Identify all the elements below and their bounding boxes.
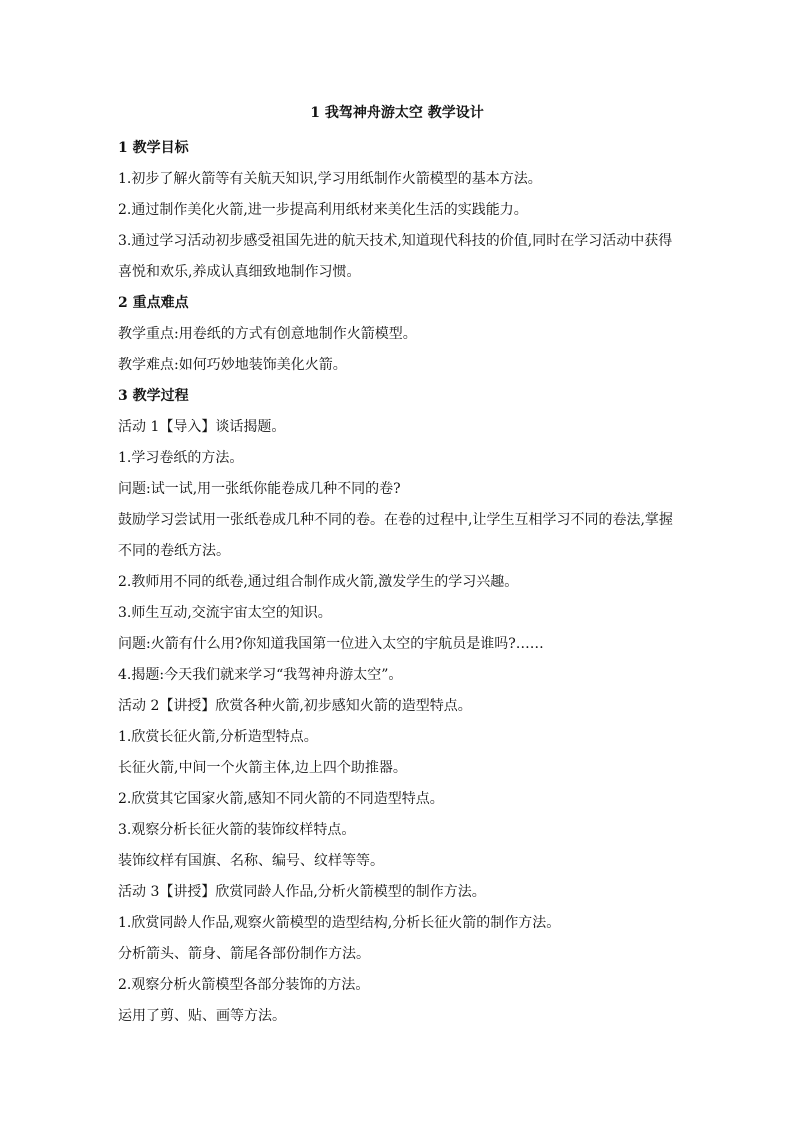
paragraph-line: 2.教师用不同的纸卷,通过组合制作成火箭,激发学生的学习兴趣。 [118,574,519,590]
paragraph-line: 不同的卷纸方法。 [118,543,230,559]
paragraph-line: 2.欣赏其它国家火箭,感知不同火箭的不同造型特点。 [118,791,444,807]
paragraph-line: 2.观察分析火箭模型各部分装饰的方法。 [118,977,370,993]
paragraph-line: 活动 3【讲授】欣赏同龄人作品,分析火箭模型的制作方法。 [118,884,486,900]
paragraph-line: 活动 1【导入】谈话揭题。 [118,419,286,435]
paragraph-line: 1.欣赏同龄人作品,观察火箭模型的造型结构,分析长征火箭的制作方法。 [118,915,561,931]
paragraph-line: 长征火箭,中间一个火箭主体,边上四个助推器。 [118,760,407,776]
paragraph-line: 2.通过制作美化火箭,进一步提高利用纸材来美化生活的实践能力。 [118,202,528,218]
document-body [118,133,678,1032]
paragraph-line: 喜悦和欢乐,养成认真细致地制作习惯。 [118,264,361,280]
paragraph-line: 分析箭头、箭身、箭尾各部份制作方法。 [118,946,370,962]
section-heading: 1 教学目标 [118,140,189,156]
paragraph-line: 教学难点:如何巧妙地装饰美化火箭。 [118,357,347,373]
paragraph-line: 3.观察分析长征火箭的装饰纹样特点。 [118,822,356,838]
paragraph-line: 问题:火箭有什么用?你知道我国第一位进入太空的宇航员是谁吗?…… [118,636,544,652]
paragraph-line: 3.通过学习活动初步感受祖国先进的航天技术,知道现代科技的价值,同时在学习活动中获得 [118,233,673,249]
paragraph-line: 教学重点:用卷纸的方式有创意地制作火箭模型。 [118,326,417,342]
paragraph-line: 3.师生互动,交流宇宙太空的知识。 [118,605,332,621]
document-title: 1 我驾神舟游太空 教学设计 [310,105,484,121]
paragraph-line: 4.揭题:今天我们就来学习“我驾神舟游太空”。 [118,667,403,683]
section-heading: 2 重点难点 [118,295,189,311]
paragraph-line: 问题:试一试,用一张纸你能卷成几种不同的卷? [118,481,401,497]
paragraph-line: 装饰纹样有国旗、名称、编号、纹样等等。 [118,853,384,869]
paragraph-line: 活动 2【讲授】欣赏各种火箭,初步感知火箭的造型特点。 [118,698,472,714]
paragraph-line: 鼓励学习尝试用一张纸卷成几种不同的卷。在卷的过程中,让学生互相学习不同的卷法,掌握 [118,512,673,528]
section-heading: 3 教学过程 [118,388,189,404]
paragraph-line: 1.欣赏长征火箭,分析造型特点。 [118,729,318,745]
paragraph-line: 1.初步了解火箭等有关航天知识,学习用纸制作火箭模型的基本方法。 [118,171,542,187]
paragraph-line: 1.学习卷纸的方法。 [118,450,244,466]
paragraph-line: 运用了剪、贴、画等方法。 [118,1008,286,1024]
